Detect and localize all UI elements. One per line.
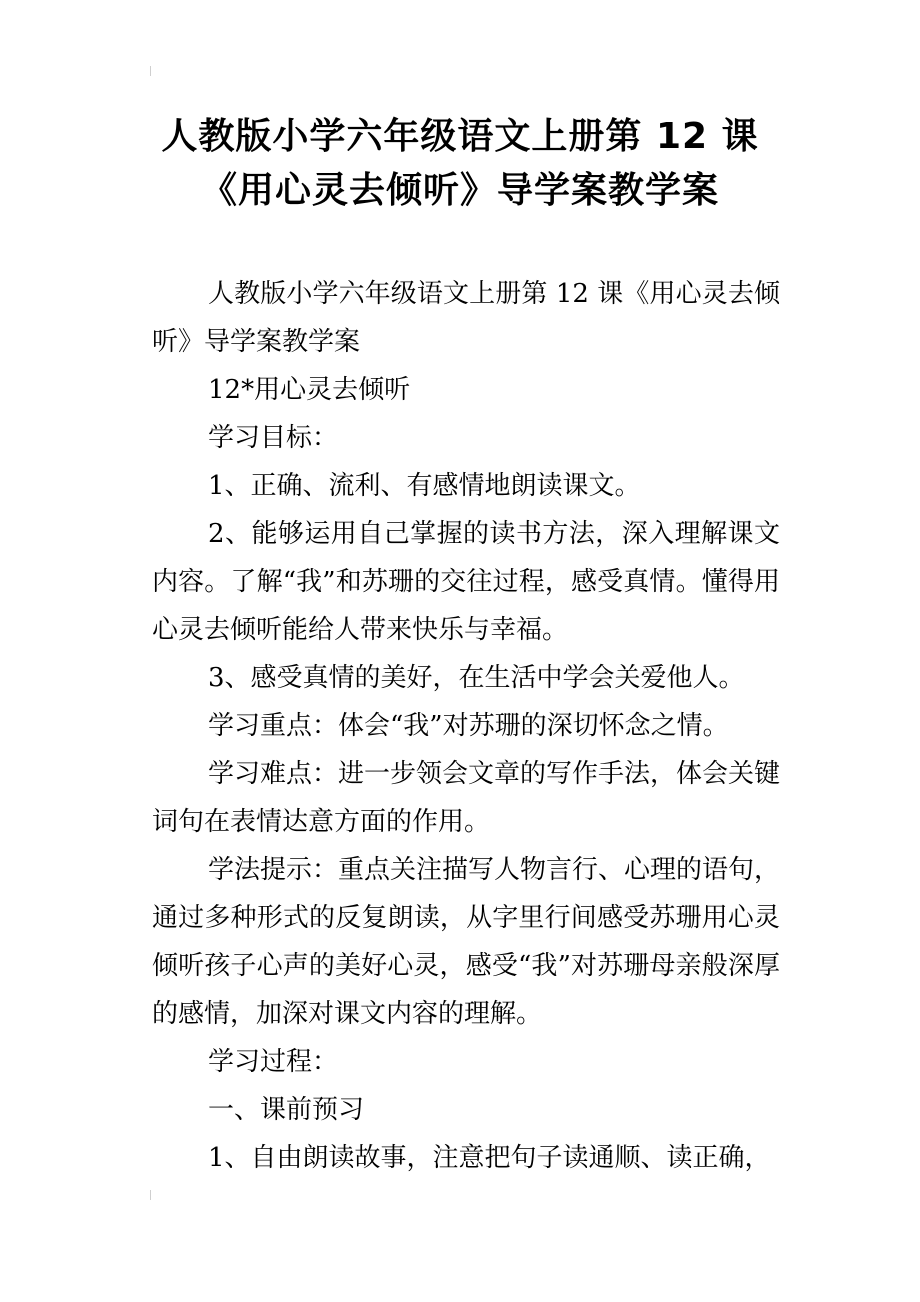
page-corner-mark [150, 1190, 155, 1200]
paragraph: 一、课前预习 [208, 1095, 365, 1125]
paragraph: 1、正确、流利、有感情地朗读课文。 [208, 471, 641, 501]
document-title [0, 110, 920, 218]
title-line-1: 人教版小学六年级语文上册第 12 课 [161, 116, 759, 157]
paragraph: 学习重点：体会“我”对苏珊的深切怀念之情。 [208, 711, 729, 741]
paragraph: 学法提示：重点关注描写人物言行、心理的语句，通过多种形式的反复朗读，从字里行间感受苏珊用心灵倾听孩子心声的美好心灵，感受“我”对苏珊母亲般深厚的感情，加深对课文内容的理解。 [152, 855, 781, 1029]
paragraph: 1、自由朗读故事，注意把句子读通顺、读正确， [208, 1143, 771, 1173]
paragraph: 学习难点：进一步领会文章的写作手法，体会关键词句在表情达意方面的作用。 [152, 759, 781, 837]
title-line-2: 《用心灵去倾听》导学案教学案 [200, 170, 719, 211]
paragraph: 3、感受真情的美好，在生活中学会关爱他人。 [208, 663, 745, 693]
paragraph: 学习目标： [208, 423, 339, 453]
paragraph: 学习过程： [208, 1047, 339, 1077]
paragraph: 人教版小学六年级语文上册第 12 课《用心灵去倾听》导学案教学案 [152, 279, 780, 357]
paragraph: 2、能够运用自己掌握的读书方法，深入理解课文内容。了解“我”和苏珊的交往过程，感受真情。懂得用心灵去倾听能给人带来快乐与幸福。 [152, 519, 780, 645]
page-corner-mark [150, 66, 155, 76]
document-body [152, 270, 780, 1182]
paragraph: 12*用心灵去倾听 [208, 375, 411, 405]
